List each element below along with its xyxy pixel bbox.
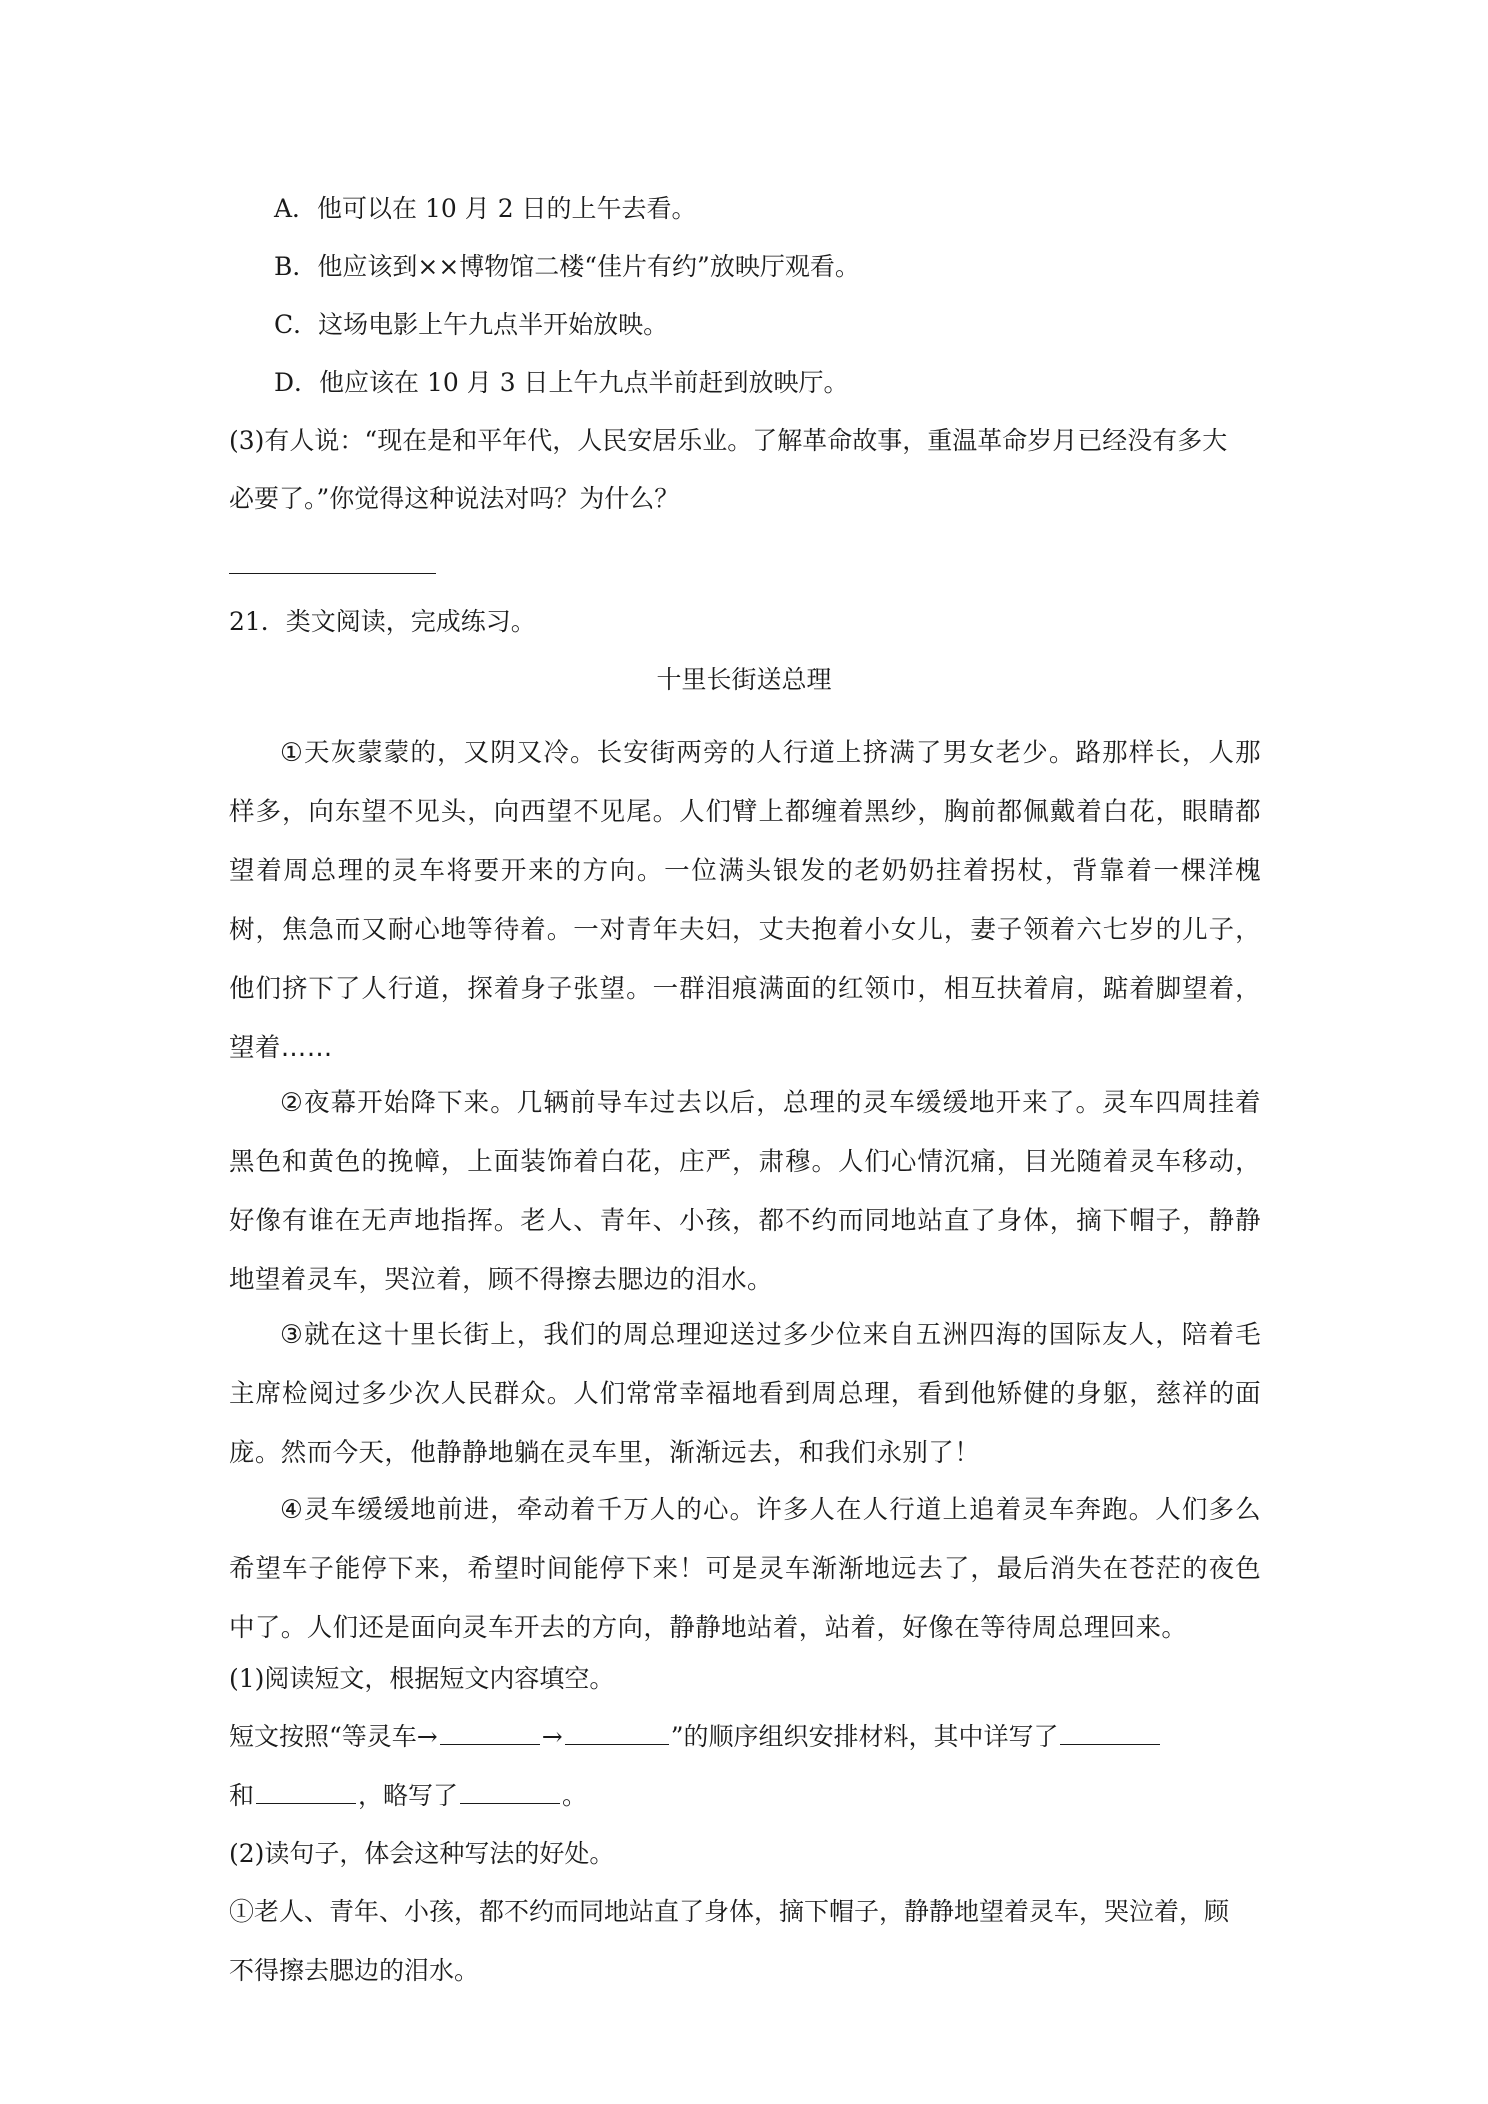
q1-end: 。 — [562, 1781, 588, 1810]
sub-question-2-sentence-line1: ①老人、青年、小孩，都不约而同地站直了身体，摘下帽子，静静地望着灵车，哭泣着，顾 — [229, 1897, 1230, 1926]
q1-and: 和 — [229, 1781, 255, 1810]
q1-arrow: → — [541, 1722, 563, 1751]
fill-blank-3[interactable] — [1060, 1722, 1160, 1745]
article-paragraph-3: ③就在这十里长街上，我们的周总理迎送过多少位来自五洲四海的国际友人，陪着毛主席检阅过多少次人民群众。人们常常幸福地看到周总理，看到他矫健的身躯，慈祥的面庞。然而今天，他静静地躺在灵车里，渐渐远去，和我们永别了！ — [229, 1320, 1261, 1468]
question-3-line1: (3)有人说：“现在是和平年代，人民安居乐业。了解革命故事，重温革命岁月已经没有多大 — [229, 426, 1228, 455]
q1-text-part2: ”的顺序组织安排材料，其中详写了 — [670, 1722, 1059, 1751]
fill-blank-4[interactable] — [256, 1781, 356, 1804]
sub-question-1-line1 — [229, 1721, 1162, 1753]
fill-blank-1[interactable] — [440, 1722, 540, 1745]
option-c: C．这场电影上午九点半开始放映。 — [274, 310, 669, 339]
fill-blank-5[interactable] — [460, 1781, 560, 1804]
q1-text-part1: 短文按照“等灵车→ — [229, 1722, 438, 1751]
fill-blank-2[interactable] — [565, 1722, 669, 1745]
answer-line — [229, 573, 436, 574]
option-b: B．他应该到××博物馆二楼“佳片有约”放映厅观看。 — [274, 252, 860, 281]
article-title: 十里长街送总理 — [656, 665, 832, 694]
article-paragraph-1: ①天灰蒙蒙的，又阴又冷。长安街两旁的人行道上挤满了男女老少。路那样长，人那样多，向东望不见头，向西望不见尾。人们臂上都缠着黑纱，胸前都佩戴着白花，眼睛都望着周总理的灵车将要开来的方向。一位满头银发的老奶奶拄着拐杖，背靠着一棵洋槐树，焦急而又耐心地等待着。一对青年夫妇，丈夫抱着小女儿，妻子领着六七岁的儿子，他们挤下了人行道，探着身子张望。一群泪痕满面的红领巾，相互扶着肩，踮着脚望着，望着…… — [229, 738, 1261, 1063]
question-21-heading: 21．类文阅读，完成练习。 — [229, 607, 536, 636]
article-paragraph-2: ②夜幕开始降下来。几辆前导车过去以后，总理的灵车缓缓地开来了。灵车四周挂着黑色和黄色的挽幛，上面装饰着白花，庄严，肃穆。人们心情沉痛，目光随着灵车移动，好像有谁在无声地指挥。老人、青年、小孩，都不约而同地站直了身体，摘下帽子，静静地望着灵车，哭泣着，顾不得擦去腮边的泪水。 — [229, 1088, 1261, 1295]
sub-question-1-label: (1)阅读短文，根据短文内容填空。 — [229, 1664, 615, 1693]
q1-text-part3: ，略写了 — [358, 1781, 459, 1810]
question-3-line2: 必要了。”你觉得这种说法对吗？为什么？ — [229, 484, 680, 513]
article-paragraph-4: ④灵车缓缓地前进，牵动着千万人的心。许多人在人行道上追着灵车奔跑。人们多么希望车子能停下来，希望时间能停下来！可是灵车渐渐地远去了，最后消失在苍茫的夜色中了。人们还是面向灵车开去的方向，静静地站着，站着，好像在等待周总理回来。 — [229, 1495, 1261, 1643]
sub-question-1-line2 — [229, 1780, 587, 1812]
sub-question-2-label: (2)读句子，体会这种写法的好处。 — [229, 1839, 615, 1868]
option-a: A．他可以在 10 月 2 日的上午去看。 — [274, 194, 697, 223]
option-d: D．他应该在 10 月 3 日上午九点半前赶到放映厅。 — [274, 368, 849, 397]
sub-question-2-sentence-line2: 不得擦去腮边的泪水。 — [229, 1956, 480, 1985]
